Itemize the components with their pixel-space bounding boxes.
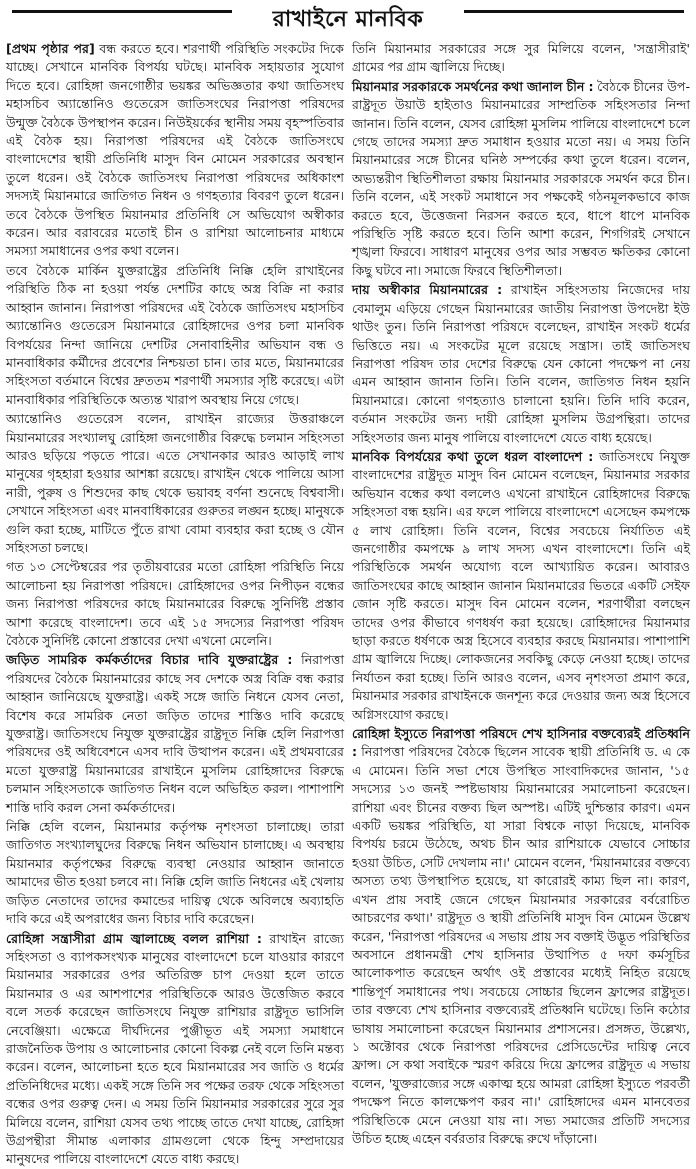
paragraph-text: নিরাপত্তা পরিষদের বৈঠকে ছিলেন সাবেক স্থায়ী প্রতিনিধি ড. এ কে এ মোমেন। তিনি সভা শেষে উপস্থিত সাংবাদিকদের জানান, '১৫ সদস্যের ১৩ জনই স্পষ্টভাষায় মিয়ানমারের সমালোচনা করেছেন। রাশিয়া এবং চীনের বক্তব্য ছিল অস্পষ্ট। এটিই দুশ্চিন্তার কারণ। এমন একটি ভয়ঙ্কর পরিস্থিতি, যা সারা বিশ্বকে নাড়া দিয়েছে, মানবিক বিপর্যয় চরমে উঠেছে, অথচ চীন আর রাশিয়াকে যেভাবে সোচ্চার হওয়া উচিত, সেটি দেখলাম না।' মোমেন বলেন, 'মিয়ানমারের বক্তব্যে অসত্য তথ্য উপস্থাপিত হয়েছে, যা কারোরই কাম্য ছিল না। কারণ, এখন প্রায় সবাই জেনে গেছেন মিয়ানমার সরকারের বর্বরোচিত আচরণের কথা।' রাষ্ট্রদূত ও স্থায়ী প্রতিনিধি মাসুদ বিন মোমেন উল্লেখ করেন, 'নিরাপত্তা পরিষদের এ সভায় প্রায় সব বক্তাই উদ্ভূত পরিস্থিতির অবসানে প্রধানমন্ত্রী শেখ হাসিনার উত্থাপিত ৫ দফা কর্মসূচির আলোকপাত করেছেন অর্থাৎ ওই প্রস্তাবের মধ্যেই নিহিত রয়েছে শান্তিপূর্ণ সমাধানের পথ। সবচেয়ে সোচ্চার ছিলেন ফ্রান্সের রাষ্ট্রদূত। তার বক্তব্যে শেখ হাসিনার বক্তব্যেরই প্রতিধ্বনি ঘটেছে। তিনি কঠোর ভাষায় সমালোচনা করেছেন মিয়ানমার প্রশাসনের। প্রসঙ্গত, উল্লেখ্য, ১ অক্টোবর থেকে নিরাপত্তা পরিষদের প্রেসিডেন্টের দায়িত্ব নেবে ফ্রান্স। সে কথা সবাইকে স্মরণ করিয়ে দিয়ে ফ্রান্সের রাষ্ট্রদূত এ সভায় বলেন, 'যুক্তরাজ্যের সঙ্গে একাত্ম হয়ে আমরা রোহিঙ্গা ইস্যুতে পরবর্তী পদক্ষেপ নিতে কালক্ষেপণ করব না।' রোহিঙ্গাদের এমন মানবেতর পরিস্থিতিকে মেনে নেওয়া যায় না। সভ্য সমাজের প্রতিটি সদস্যের উচিত হচ্ছে এহেন বর্বরতার বিরুদ্ধে রুখে দাঁড়ানো। — [352, 744, 690, 1146]
article-paragraph — [352, 281, 690, 447]
article-paragraph — [352, 725, 690, 1148]
left-column — [6, 40, 344, 1167]
article-paragraph — [352, 78, 690, 280]
article-paragraph — [6, 262, 344, 409]
subheading: জড়িত সামরিক কর্মকর্তাদের বিচার দাবি যুক্তরাষ্ট্রের : — [6, 652, 293, 668]
headline-bar — [6, 0, 690, 40]
paragraph-text: তিনি মিয়ানমার সরকারের সঙ্গে সুর মিলিয়ে বলেন, 'সন্ত্রাসীরাই' গ্রামের পর গ্রাম জ্বালিয়ে দিচ্ছে। — [352, 41, 690, 75]
article-paragraph — [6, 410, 344, 557]
paragraph-text: বৈঠকে চীনের উপ-রাষ্ট্রদূত উয়াউ হাইতাও মিয়ানমারের সাম্প্রতিক সহিংসতার নিন্দা জানান। তিনি বলেন, যেসব রোহিঙ্গা মুসলিম পালিয়ে বাংলাদেশে চলে গেছে তাদের সমস্যা দ্রুত সমাধান হওয়ার মতো নয়। এ সময় তিনি মিয়ানমারের সঙ্গে চীনের ঘনিষ্ঠ সম্পর্কের কথা তুলে ধরেন। বলেন, অভ্যন্তরীণ স্থিতিশীলতা রক্ষায় মিয়ানমার সরকারকে সমর্থন করে চীন। তিনি বলেন, এই সংকট সমাধানে সব পক্ষকেই গঠনমূলকভাবে কাজ করতে হবে, উত্তেজনা নিরসন করতে হবে, ধাপে ধাপে মানবিক পরিস্থিতি সৃষ্টি করতে হবে। তিনি আশা করেন, শিগগিরই সেখানে শৃঙ্খলা ফিরবে। সাধারণ মানুষের ওপর আর সম্ভবত ক্ষতিকর কোনো কিছু ঘটবে না। সমাজে ফিরবে স্থিতিশীলতা। — [352, 78, 690, 278]
paragraph-text: তবে বৈঠকে মার্কিন যুক্তরাষ্ট্রের প্রতিনিধি নিক্কি হেলি রাখাইনের পরিস্থিতি ঠিক না হওয়া পর্যন্ত দেশটির কাছে অস্ত্র বিক্রি না করার আহ্বান জানান। নিরাপত্তা পরিষদের এই বৈঠকে জাতিসংঘ মহাসচিব অ্যান্তোনিও গুতেরেস মিয়ানমারে রোহিঙ্গাদের ওপর চলা মানবিক বিপর্যয়ের নিন্দা জানিয়ে দেশটির সেনাবাহিনীর অভিযান বন্ধ ও মানবাধিকার কর্মীদের প্রবেশের নিশ্চয়তা চান। তার মতে, মিয়ানমারের সহিংসতা বর্তমানে বিশ্বের দ্রুততম শরণার্থী সমস্যার সৃষ্টি করেছে। এটা মানবাধিকার পরিস্থিতিকে অত্যন্ত খারাপ অবস্থায় নিয়ে গেছে। — [6, 262, 344, 407]
subheading: রোহিঙ্গা সন্ত্রাসীরা গ্রাম জ্বালাচ্ছে বলল রাশিয়া : — [6, 930, 262, 946]
paragraph-text: গত ১৩ সেপ্টেম্বরের পর তৃতীয়বারের মতো রোহিঙ্গা পরিস্থিতি নিয়ে আলোচনা হয় নিরাপত্তা পরিষদে। রোহিঙ্গাদের ওপর নিপীড়ন বন্ধের জন্য নিরাপত্তা পরিষদের কাছে মিয়ানমারের বিরুদ্ধে সুনির্দিষ্ট প্রস্তাব আশা করেছে বাংলাদেশ। তবে এই ১৫ সদস্যের নিরাপত্তা পরিষদ বৈঠকে সুনির্দিষ্ট কোনো প্রস্তাবের দেখা এখনো মেলেনি। — [6, 559, 344, 648]
right-column — [352, 40, 690, 1150]
subheading: মিয়ানমার সরকারকে সমর্থনের কথা জানাল চীন : — [352, 78, 594, 94]
paragraph-text: নিক্কি হেলি বলেন, মিয়ানমার কর্তৃপক্ষ নৃশংসতা চালাচ্ছে। তারা জাতিগত সংখ্যালঘুদের বিরুদ্ধে নিধন অভিযান চালাচ্ছে। এ অবস্থায় মিয়ানমার কর্তৃপক্ষের বিরুদ্ধে ব্যবস্থা নেওয়ার আহ্বান জানাতে আমাদের ভীত হওয়া চলবে না। নিক্কি হেলি জাতি নিধনের এই খেলায় জড়িত নেতাদের তাদের কমান্ডের দায়িত্ব থেকে অবিলম্বে অব্যাহতি দাবি করে এই অপরাধের জন্য বিচার দাবি করেছেন। — [6, 819, 344, 927]
article-paragraph — [352, 40, 690, 77]
continuation-marker: [প্রথম পৃষ্ঠার পর] — [6, 41, 95, 56]
article-paragraph — [6, 558, 344, 650]
article-paragraph — [6, 651, 344, 817]
article-paragraph — [6, 818, 344, 928]
article-paragraph — [6, 40, 344, 261]
paragraph-text: রাখাইন রাজ্যে সহিংসতা ও ব্যাপকসংখ্যক মানুষের বাংলাদেশে চলে যাওয়ার কারণে মিয়ানমার সরকারের ওপর অতিরিক্ত চাপ দেওয়া হলে তাতে মিয়ানমার ও এর আশপাশের পরিস্থিতিকে আরও উত্তেজিত করবে বলে সতর্ক করেছেন জাতিসংঘে নিযুক্ত রাশিয়ার রাষ্ট্রদূত ভাসিলি নেবেঞ্জিয়া। এক্ষেত্রে দীর্ঘদিনের পুঞ্জীভূত এই সমস্যা সমাধানে রাজনৈতিক উপায় ও আলোচনার কোনো বিকল্প নেই বলে তিনি মন্তব্য করেন। বলেন, আলোচনা হতে হবে মিয়ানমারের সব জাতি ও ধর্মের প্রতিনিধিদের মধ্যে। একই সঙ্গে তিনি সব পক্ষের তরফ থেকে সহিংসতা বন্ধের ওপর গুরুত্ব দেন। এ সময় তিনি মিয়ানমার সরকারের সুরে সুর মিলিয়ে বলেন, রাশিয়া যেসব তথ্য পাচ্ছে তাতে দেখা যাচ্ছে, রোহিঙ্গা উগ্রপন্থীরা সীমান্ত এলাকার গ্রামগুলো থেকে হিন্দু সম্প্রদায়ের মানুষদের পালিয়ে বাংলাদেশে যেতে বাধ্য করছে। — [6, 930, 344, 1167]
article-paragraph — [352, 448, 690, 724]
article-headline: রাখাইনে মানবিক — [272, 6, 424, 32]
paragraph-text: অ্যান্তোনিও গুতেরেস বলেন, রাখাইন রাজ্যের উত্তরাঞ্চলে মিয়ানমারের সংখ্যালঘু রোহিঙ্গা জনগোষ্ঠীর বিরুদ্ধে চলমান সহিংসতা আরও ছড়িয়ে পড়তে পারে। এতে সেখানকার আরও আড়াই লাখ মানুষের গৃহহারা হওয়ার আশঙ্কা রয়েছে। রাখাইন থেকে পালিয়ে আসা নারী, পুরুষ ও শিশুদের কাছ থেকে ভয়াবহ বর্ণনা শুনেছে বিশ্ববাসী। সেখানে সহিংসতা এবং মানবাধিকারের গুরুতর লঙ্ঘন হচ্ছে। মানুষকে গুলি করা হচ্ছে, মাটিতে পুঁতে রাখা বোমা ব্যবহার করা হচ্ছে ও যৌন সহিংসতা চলছে। — [6, 411, 344, 555]
article-paragraph — [6, 930, 344, 1169]
subheading: দায় অস্বীকার মিয়ানমারের : — [352, 282, 503, 298]
subheading: মানবিক বিপর্যয়ের কথা তুলে ধরল বাংলাদেশ : — [352, 448, 594, 464]
article-columns — [6, 40, 691, 1167]
paragraph-text: বন্ধ করতে হবে। শরণার্থী পরিস্থিতি সংকটের দিকে যাচ্ছে। সেখানে মানবিক বিপর্যয় ঘটছে। মানবিক সহায়তার সুযোগ দিতে হবে। রোহিঙ্গা জনগোষ্ঠীর ভয়ঙ্কর অভিজ্ঞতার কথা জাতিসংঘ মহাসচিব অ্যান্তোনিও গুতেরেস জাতিসংঘের নিরাপত্তা পরিষদের উন্মুক্ত বৈঠকে উপস্থাপন করেন। নিউইয়র্কের স্থানীয় সময় বৃহস্পতিবার এই বৈঠক হয়। নিরাপত্তা পরিষদের এই বৈঠকে জাতিসংঘে বাংলাদেশের স্থায়ী প্রতিনিধি মাসুদ বিন মোমেন সরকারের অবস্থান তুলে ধরেন। ওই বৈঠকে জাতিসংঘ নিরাপত্তা পরিষদের অধিকাংশ সদস্যই মিয়ানমারে জাতিগত নিধন ও গণহত্যার বিবরণ তুলে ধরেন। তবে বৈঠকে উপস্থিত মিয়ানমার প্রতিনিধি সে অভিযোগ অস্বীকার করেন। আর বরাবরের মতোই চীন ও রাশিয়া আলোচনার মাধ্যমে সমস্যা সমাধানের ওপর কথা বলেন। — [6, 41, 344, 259]
paragraph-text: জাতিসংঘে নিযুক্ত বাংলাদেশের রাষ্ট্রদূত মাসুদ বিন মোমেন বলেছেন, মিয়ানমার সরকার অভিযান বন্ধের কথা বললেও এখনো রাখাইনে রোহিঙ্গাদের বিরুদ্ধে সহিংসতা বন্ধ হয়নি। এর ফলে পালিয়ে বাংলাদেশে এসেছেন কমপক্ষে ৫ লাখ রোহিঙ্গা। তিনি বলেন, বিশ্বের সবচেয়ে নির্যাতিত এই জনগোষ্ঠীর কমপক্ষে ৯ লাখ সদস্য এখন বাংলাদেশে। তিনি এই পরিস্থিতিকে সমর্থন অযোগ্য বলে আখ্যায়িত করেন। আবারও জাতিসংঘের কাছে আহ্বান জানান মিয়ানমারের ভিতরে একটি সেইফ জোন সৃষ্টি করতে। মাসুদ বিন মোমেন বলেন, শরণার্থীরা বলছেন তাদের ওপর কীভাবে গণধর্ষণ করা হয়েছে। রোহিঙ্গাদের মিয়ানমার ছাড়া করতে ধর্ষণকে অস্ত্র হিসেবে ব্যবহার করছে মিয়ানমার। পাশাপাশি গ্রাম জ্বালিয়ে দিচ্ছে। লোকজনের সবকিছু কেড়ে নেওয়া হচ্ছে। তাদের নির্যাতন করা হচ্ছে। তিনি আরও বলেন, এসব নৃশংসতা প্রমাণ করে, মিয়ানমার সরকার রাখাইনকে জনশূন্য করে দেওয়ার জন্য অস্ত্র হিসেবে অগ্নিসংযোগ করছে। — [352, 448, 690, 722]
paragraph-text: রাখাইন সহিংসতায় নিজেদের দায় বেমালুম এড়িয়ে গেছেন মিয়ানমারের জাতীয় নিরাপত্তা উপদেষ্টা ইউ থাউং তুন। তিনি নিরাপত্তা পরিষদে বলেছেন, রাখাইন সংকট ধর্মের ভিত্তিতে নয়। এ সংকটের মূলে রয়েছে সন্ত্রাস। তাই জাতিসংঘ নিরাপত্তা পরিষদ তার দেশের বিরুদ্ধে যেন কোনো পদক্ষেপ না নেয় এমন আহ্বান জানান তিনি। তিনি বলেন, জাতিগত নিধন হয়নি মিয়ানমারে। কোনো গণহত্যাও চালানো হয়নি। তিনি দাবি করেন, বর্তমান সংকটের জন্য দায়ী রোহিঙ্গা মুসলিম উগ্রপন্থিরা। তাদের সহিংসতার জন্য মানুষ পালিয়ে বাংলাদেশে যেতে বাধ্য হয়েছে। — [352, 282, 691, 445]
subheading: রোহিঙ্গা ইস্যুতে নিরাপত্তা পরিষদে শেখ হাসিনার বক্তব্যেরই প্রতিধ্বনি : — [352, 726, 690, 760]
paragraph-text: নিরাপত্তা পরিষদের বৈঠকে মিয়ানমারের কাছে সব দেশকে অস্ত্র বিক্রি বন্ধ করার আহ্বান জানিয়েছে যুক্তরাষ্ট্র। একই সঙ্গে জাতি নিধনে যেসব নেতা, বিশেষ করে সামরিক নেতা জড়িত তাদের শাস্তিও দাবি করেছে যুক্তরাষ্ট্র। জাতিসংঘে নিযুক্ত যুক্তরাষ্ট্রের রাষ্ট্রদূত নিক্কি হেলি নিরাপত্তা পরিষদের ওই অধিবেশনে এসব দাবি উত্থাপন করেন। এই প্রথমবারের মতো যুক্তরাষ্ট্র মিয়ানমারের রাখাইনে মুসলিম রোহিঙ্গাদের বিরুদ্ধে চলমান সহিংসতাকে জাতিগত নিধন বলে অভিহিত করল। পাশাপাশি শাস্তি দাবি করল সেনা কর্মকর্তাদের। — [6, 652, 344, 815]
